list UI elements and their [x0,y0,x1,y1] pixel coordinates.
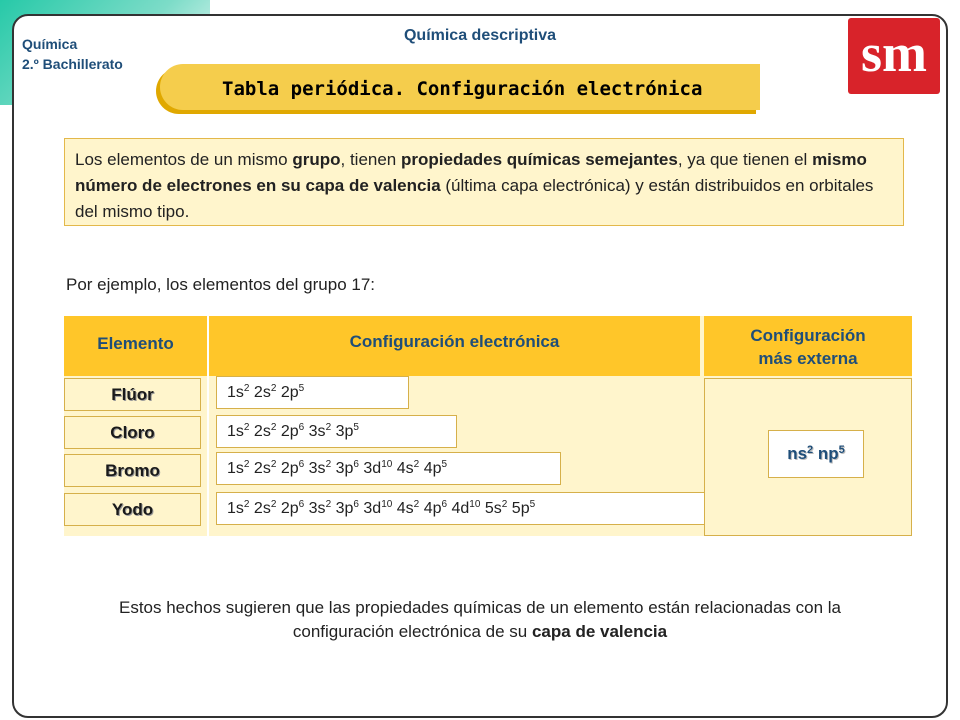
intro-paragraph [64,138,904,226]
intro-segment: mismo número de electrones en su capa de valencia [75,150,867,195]
column-divider [207,316,209,536]
intro-segment: , ya que tienen el [677,150,813,169]
element-cloro: Cloro [64,416,201,449]
intro-segment: , tienen [340,150,401,169]
config-orbital: 2s [253,384,271,401]
subject-line: Química [22,36,78,52]
intro-segment: (última capa electrónica) y están distribuidos en orbitales del mismo tipo. [75,176,874,221]
config-orbital: 2s [253,500,271,517]
intro-segment: grupo [292,150,341,169]
config-electron-count: 2 [325,459,332,470]
config-electron-count: 5 [529,499,536,510]
config-orbital: 4s [396,500,414,517]
sm-logo: sm [848,18,940,94]
config-electron-count: 2 [243,499,250,510]
config-orbital: 3s [308,460,326,477]
conclusion-segment: Estos hechos sugieren que las propiedades químicas de un elemento están relacionadas con la configuración electrónica de su [118,598,842,641]
intro-segment: propiedades químicas semejantes [401,150,678,169]
config-orbital: 1s [227,460,244,477]
config-orbital: 2p [280,384,299,401]
config-fluor [216,376,409,409]
config-orbital: 2p [280,460,299,477]
config-electron-count: 10 [381,459,393,470]
config-electron-count: 10 [381,499,393,510]
config-electron-count: 6 [441,499,448,510]
topic-title: Química descriptiva [403,27,557,44]
config-orbital: 3s [308,500,326,517]
config-orbital: 4s [396,460,414,477]
outer-orbital: ns [787,444,808,463]
element-bromo: Bromo [64,454,201,487]
config-electron-count: 2 [270,499,277,510]
config-electron-count: 2 [243,383,250,394]
config-orbital: 3p [335,500,354,517]
config-yodo [216,492,706,525]
slide-title: Tabla periódica. Configuración electrónica [222,78,703,100]
course-line: 2.º Bachillerato [22,56,123,72]
config-orbital: 4p [423,500,442,517]
header-outer-configuration: Configuración más externa [704,316,912,376]
example-text: Por ejemplo, los elementos del grupo 17: [66,275,376,294]
config-electron-count: 2 [243,459,250,470]
config-electron-count: 6 [353,459,359,470]
config-electron-count: 5 [298,383,305,394]
header-configuration: Configuración electrónica [209,316,700,376]
config-orbital: 2s [253,460,271,477]
config-orbital: 1s [227,384,244,401]
intro-segment: Los elementos de un mismo [75,150,293,169]
config-electron-count: 2 [325,422,332,433]
element-yodo: Yodo [64,493,201,526]
config-electron-count: 2 [413,499,420,510]
conclusion-segment: capa de valencia [531,622,668,641]
config-orbital: 1s [227,500,244,517]
config-orbital: 4d [451,500,470,517]
config-electron-count: 5 [353,422,359,433]
config-electron-count: 2 [243,422,250,433]
config-orbital: 3p [335,423,354,440]
outer-electron-count: 2 [807,444,814,456]
header-element: Elemento [64,316,207,376]
config-orbital: 3p [335,460,354,477]
outer-config-value [768,430,864,478]
config-cloro [216,415,457,448]
outer-electron-count: 5 [838,444,845,456]
config-electron-count: 2 [501,499,508,510]
config-electron-count: 2 [270,383,277,394]
config-electron-count: 6 [353,499,359,510]
config-electron-count: 6 [298,422,305,433]
config-orbital: 2p [280,423,299,440]
config-bromo [216,452,561,485]
config-orbital: 4p [423,460,442,477]
config-orbital: 3d [363,500,382,517]
outer-orbital: np [817,444,839,463]
config-electron-count: 2 [270,459,277,470]
config-orbital: 3s [308,423,326,440]
config-orbital: 1s [227,423,244,440]
config-electron-count: 6 [298,499,305,510]
config-orbital: 5p [511,500,530,517]
conclusion-text [100,596,860,644]
config-electron-count: 10 [469,499,481,510]
config-electron-count: 6 [298,459,305,470]
config-orbital: 3d [363,460,382,477]
element-fluor: Flúor [64,378,201,411]
config-electron-count: 2 [413,459,420,470]
config-orbital: 2s [253,423,271,440]
config-orbital: 2p [280,500,299,517]
config-electron-count: 2 [270,422,277,433]
config-orbital: 5s [484,500,502,517]
config-electron-count: 2 [325,499,332,510]
config-electron-count: 5 [441,459,448,470]
